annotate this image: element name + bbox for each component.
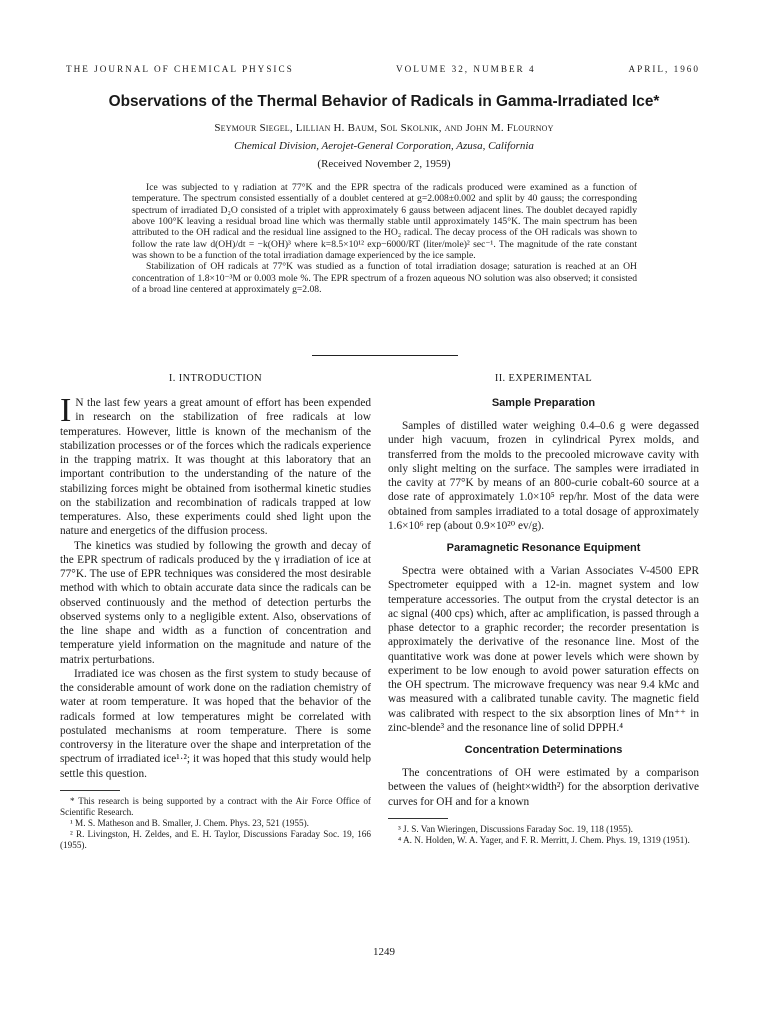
footnote: * This research is being supported by a contract with the Air Force Office of Scientific Research. xyxy=(60,795,371,817)
article-title: Observations of the Thermal Behavior of Radicals in Gamma-Irradiated Ice* xyxy=(108,93,660,110)
footnote-rule xyxy=(388,818,448,819)
subheading-paramagnetic-resonance: Paramagnetic Resonance Equipment xyxy=(446,542,641,554)
drop-cap: I xyxy=(60,392,72,429)
footnote: ⁴ A. N. Holden, W. A. Yager, and F. R. Merritt, J. Chem. Phys. 19, 1319 (1951). xyxy=(398,834,690,845)
footnotes-left xyxy=(60,796,371,851)
journal-name: THE JOURNAL OF CHEMICAL PHYSICS xyxy=(66,64,294,74)
running-head xyxy=(66,64,700,78)
section-heading-introduction: I. INTRODUCTION xyxy=(168,373,263,384)
section-heading-experimental: II. EXPERIMENTAL xyxy=(494,373,593,384)
footnotes-right xyxy=(388,824,699,846)
footnote: ² R. Livingston, H. Zeldes, and E. H. Taylor, Discussions Faraday Soc. 19, 166 (1955). xyxy=(60,828,371,850)
issue-date: APRIL, 1960 xyxy=(628,64,700,74)
footnote: ³ J. S. Van Wieringen, Discussions Faraday Soc. 19, 118 (1955). xyxy=(398,823,633,834)
volume-number: VOLUME 32, NUMBER 4 xyxy=(396,64,536,74)
abstract-paragraph: Stabilization of OH radicals at 77°K was studied as a function of total irradiation dosage; saturation is reached at an OH concentration of 1.8×10⁻³M or 0.003 mole %. The EPR spectrum of a frozen aqueous NO solution was also observed; it consisted of a broad line centered at approximately g=2.08. xyxy=(132,261,637,296)
body-paragraph: The concentrations of OH were estimated by a comparison between the values of (height×width²) for the absorption derivative curves for OH and for a known xyxy=(388,767,699,808)
subheading-sample-preparation: Sample Preparation xyxy=(491,397,596,409)
body-paragraph: Samples of distilled water weighing 0.4–0.6 g were degassed under high vacuum, frozen in cylindrical Pyrex molds, and transferred from the molds to the precooled microwave cavity with only slight melting on the surface. The samples were irradiated in the cavity at 77°K by means of an 800-curie cobalt-60 source at a dose rate of approximately 1.0×10⁵ rep/hr. Most of the data were obtained from samples irradiated to a total dosage of approximately 1.6×10⁶ rep (about 0.9×10²⁰ ev/g). xyxy=(388,420,699,532)
abstract-paragraph: Ice was subjected to γ radiation at 77°K and the EPR spectra of the radicals produced were examined as a function of temperature. The spectrum consisted essentially of a doublet centered at g=2.008±0.002 and split by 40 gauss; the corresponding spectrum of irradiated D₂O consisted of a triplet with approximately 6 gauss between adjacent lines. The doublet decayed rapidly above 100°K leaving a residual broad line which was thermally stable until approximately 145°K. The main spectrum has been attributed to the OH radical and the residual line assigned to the HO₂ radical. The decay process of the OH radicals was shown to follow the rate law d(OH)/dt = −k(OH)³ where k=8.5×10¹² exp−6000/RT (liter/mole)² sec⁻¹. The magnitude of the rate constant was shown to be a function of the total irradiation damage experienced by the ice sample. xyxy=(132,182,637,262)
author-list: Seymour Siegel, Lillian H. Baum, Sol Skolnik, and John M. Flournoy xyxy=(214,122,554,134)
abstract xyxy=(132,182,637,295)
affiliation: Chemical Division, Aerojet-General Corporation, Azusa, California xyxy=(234,140,534,152)
body-paragraph: Spectra were obtained with a Varian Associates V-4500 EPR Spectrometer equipped with a 12-in. magnet system and low temperature accessories. The output from the crystal detector is an ac signal (400 cps) which, after ac amplification, is passed through a phase detector to a graphic recorder; the recorder presentation is approximately the derivative of the resonance line. Most of the quantitative work was done at power levels which were shown by experiment to be low enough to avoid power saturation effects on the OH spectrum. The microwave frequency was near 9.4 kMc and was measured with a calibrated tunable cavity. The magnetic field was calibrated with respect to the six absorption lines of Mn⁺⁺ in zinc-blende³ and the resonance line of solid DPPH.⁴ xyxy=(388,565,699,734)
footnote: ¹ M. S. Matheson and B. Smaller, J. Chem. Phys. 23, 521 (1955). xyxy=(70,817,309,828)
subheading-concentration: Concentration Determinations xyxy=(464,744,623,756)
footnote-rule xyxy=(60,790,120,791)
intro-paragraph xyxy=(60,392,371,539)
left-column xyxy=(60,372,371,851)
intro-paragraph: The kinetics was studied by following the growth and decay of the EPR spectrum of radicals produced by the γ irradiation of ice at 77°K. The use of EPR techniques was considered the most desirable method with which to obtain accurate data since the radicals can be observed continuously and the method of detection perturbs the observed systems only to a negligible extent. Also, observations of the line shape and width as a function of concentration and temperature yield information on the magnitude and nature of the matrix perturbations. xyxy=(60,539,371,666)
right-column xyxy=(388,372,699,846)
page-number: 1249 xyxy=(373,946,395,958)
intro-paragraph: Irradiated ice was chosen as the first system to study because of the considerable amount of work done on the radiation chemistry of water at room temperature. It was hoped that the behavior of the radicals formed at low temperatures might be correlated with postulated mechanisms at room temperature. There is some controversy in the literature over the shape and interpretation of the spectrum of irradiated ice¹·²; it was hoped that this study would help settle this question. xyxy=(60,667,371,780)
section-divider xyxy=(312,355,458,356)
received-date: (Received November 2, 1959) xyxy=(317,158,451,170)
intro-paragraph-text: N the last few years a great amount of effort has been expended in research on the stabilization of free radicals at low temperatures. However, little is known of the mechanism of the stabilization processes or of the forces which the radicals experience in the trapping matrix. It was thought at this laboratory that an important contribution to the understanding of the nature of the stabilizing forces might be obtained from isothermal kinetic studies on the stabilization and recombination of radicals trapped at low temperatures. Also, these experiments could shed light upon the nature and energetics of the diffusion process. xyxy=(60,397,371,538)
